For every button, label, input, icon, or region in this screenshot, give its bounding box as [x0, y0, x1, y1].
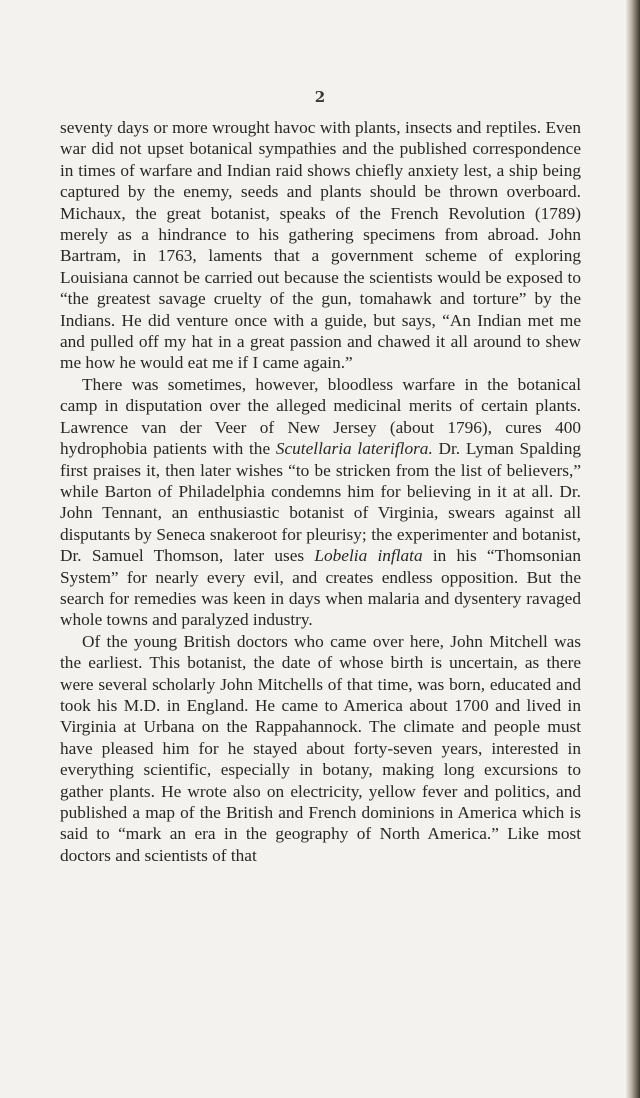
paragraph-2: [60, 374, 581, 631]
scientific-name-lobelia: Lobelia inflata: [314, 546, 423, 566]
paragraph-2-text-c: in his “Thomsonian System” for nearly every evil, and creates endless opposition. But the search for remedies was keen in days when malaria and dysentery ravaged whole towns and paralyzed industry.: [60, 546, 581, 630]
paragraph-2-text-a: There was sometimes, however, bloodless warfare in the botanical camp in disputation over the alleged medicinal merits of certain plants. Lawrence van der Veer of New Jersey (about 1796), cures 400 hydrophobia patients with the: [60, 374, 581, 459]
scientific-name-scutellaria: Scutellaria lateriflora.: [275, 439, 433, 459]
paragraph-1-text: seventy days or more wrought havoc with plants, insects and reptiles. Even war did not upset botanical sympathies and the published correspondence in times of warfare and Indian raid shows chiefly anxiety lest, a ship being captured by the enemy, seeds and plants should be thrown overboard. Michaux, the great botanist, speaks of the French Revolution (1789) merely as a hindrance to his gathering specimens from abroad. John Bartram, in 1763, laments that a government scheme of exploring Louisiana cannot be carried out because the scientists would be exposed to “the greatest savage cruelty of the gun, tomahawk and torture” by the Indians. He did venture once with a guide, but says, “An Indian met me and pulled off my hat in a great passion and chawed it all around to shew me how he would eat me if I came again.”: [60, 118, 581, 373]
paragraph-3: [60, 631, 581, 866]
body-text: [60, 117, 581, 866]
page-number: 2: [314, 88, 326, 106]
page-edge-shadow: [626, 0, 640, 1098]
paragraph-2-text-b: Dr. Lyman Spalding first praises it, then later wishes “to be stricken from the list of believers,” while Barton of Philadelphia condemns him for believing in it at all. Dr. John Tennant, an enthusiastic botanist of Virginia, swears against all disputants by Seneca snakeroot for pleurisy; the experimenter and botanist, Dr. Samuel Thomson, later uses: [60, 439, 581, 566]
paragraph-1: [60, 117, 581, 374]
paragraph-3-text: Of the young British doctors who came over here, John Mitchell was the earliest. This botanist, the date of whose birth is uncertain, as there were several scholarly John Mitchells of that time, was born, educated and took his M.D. in England. He came to America about 1700 and lived in Virginia at Urbana on the Rappahannock. The climate and people must have pleased him for he stayed about forty-seven years, interested in everything scientific, especially in botany, making long excursions to gather plants. He wrote also on electricity, yellow fever and politics, and published a map of the British and French dominions in America which is said to “mark an era in the geography of North America.” Like most doctors and scientists of that: [60, 631, 581, 865]
